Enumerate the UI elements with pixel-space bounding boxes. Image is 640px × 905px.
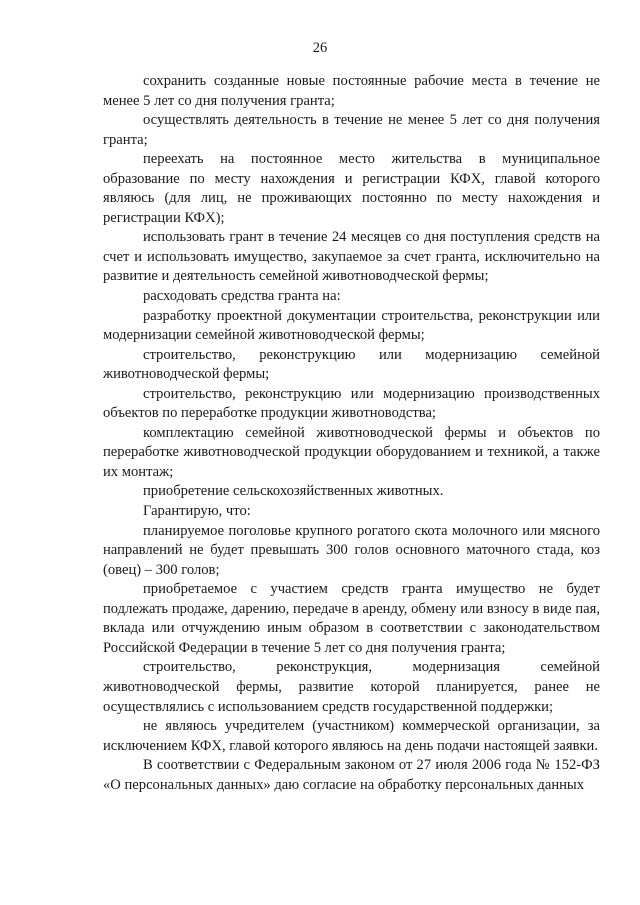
paragraph: приобретение сельскохозяйственных животных. <box>143 483 444 500</box>
paragraph: приобретаемое с участием средств гранта имущество не будет подлежать продаже, дарению, передаче в аренду, обмену или взносу в виде пая, вклада или отчуждению иным образом в соответствии с законодательством Российской Федерации в течение 5 лет со дня получения гранта; <box>103 581 600 656</box>
paragraph: В соответствии с Федеральным законом от 27 июля 2006 года № 152-ФЗ «О персональных данных» даю согласие на обработку персональных данных <box>103 757 600 793</box>
document-body <box>103 72 600 795</box>
paragraph: не являюсь учредителем (участником) коммерческой организации, за исключением КФХ, главой которого являюсь на день подачи настоящей заявки. <box>103 718 600 754</box>
paragraph: строительство, реконструкция, модернизация семейной животноводческой фермы, развитие которой планируется, ранее не осуществлялись с использованием средств государственной поддержки; <box>103 659 600 715</box>
paragraph: переехать на постоянное место жительства в муниципальное образование по месту нахождения и регистрации КФХ, главой которого являюсь (для лиц, не проживающих постоянно по месту нахождения и регистрации КФХ); <box>103 151 600 226</box>
page-number: 26 <box>312 40 328 56</box>
paragraph: комплектацию семейной животноводческой фермы и объектов по переработке животноводческой продукции оборудованием и техникой, а также их монтаж; <box>103 424 600 480</box>
paragraph: планируемое поголовье крупного рогатого скота молочного или мясного направлений не будет превышать 300 голов основного маточного стада, коз (овец) – 300 голов; <box>103 522 600 578</box>
paragraph: строительство, реконструкцию или модернизацию семейной животноводческой фермы; <box>103 346 600 383</box>
paragraph: разработку проектной документации строительства, реконструкции или модернизации семейной животноводческой фермы; <box>103 307 600 344</box>
paragraph: расходовать средства гранта на: <box>143 288 341 305</box>
paragraph: строительство, реконструкцию или модернизацию производственных объектов по переработке продукции животноводства; <box>103 385 600 422</box>
paragraph: сохранить созданные новые постоянные рабочие места в течение не менее 5 лет со дня получения гранта; <box>103 73 600 109</box>
paragraph: использовать грант в течение 24 месяцев со дня поступления средств на счет и использовать имущество, закупаемое за счет гранта, исключительно на развитие и деятельность семейной животноводческой фермы; <box>103 229 600 285</box>
paragraph: осуществлять деятельность в течение не менее 5 лет со дня получения гранта; <box>103 112 600 148</box>
paragraph: Гарантирую, что: <box>143 503 251 520</box>
